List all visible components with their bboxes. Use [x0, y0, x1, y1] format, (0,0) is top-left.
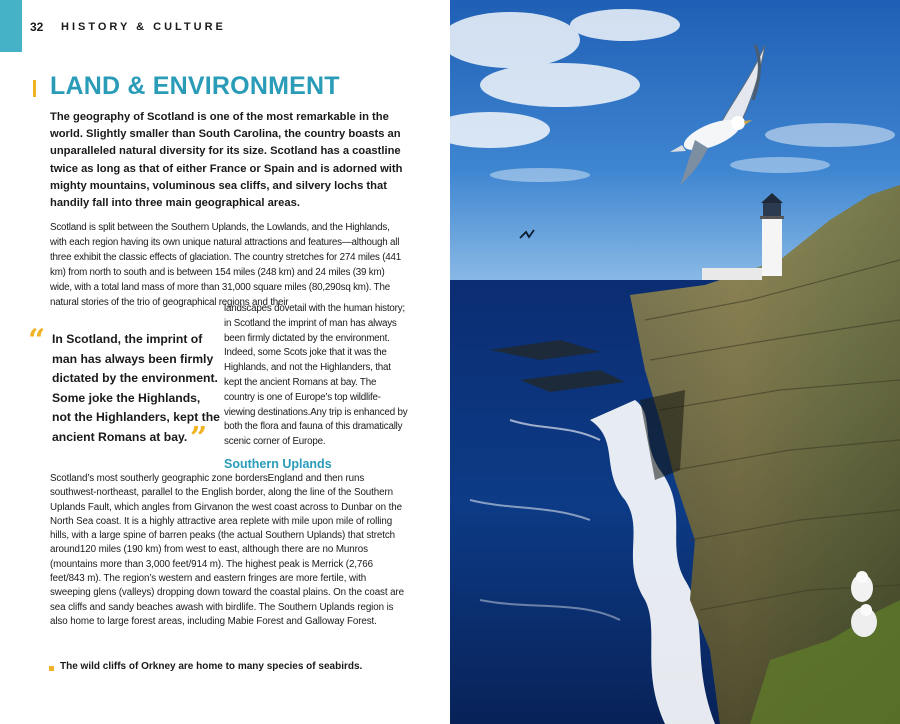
caption-bullet-icon: [49, 666, 54, 671]
article-title: LAND & ENVIRONMENT: [50, 72, 340, 100]
page-tab: [0, 0, 22, 52]
pull-quote: In Scotland, the imprint of man has always been firmly dictated by the environment. Some joke the Highlands, not the Highlanders, kept the ancient Romans at bay.: [52, 332, 220, 444]
running-head: HISTORY & CULTURE: [61, 21, 226, 33]
page-number: 32: [30, 20, 44, 34]
title-marker: [33, 80, 36, 97]
body-paragraph-1: Scotland is split between the Southern Uplands, the Lowlands, and the Highlands, with each region having its own unique natural attractions and features—although all three exhibit the classic effects of glaciation. The country stretches for 274 miles (441 km) from north to south and is between 154 miles (248 km) and 24 miles (39 km) wide, with a total land mass of more than 31,000 square miles (80,290sq km). The natural stories of the trio of geographical regions and their: [50, 222, 402, 309]
lead-paragraph: The geography of Scotland is one of the most remarkable in the world. Slightly smaller than South Carolina, the country boasts an unparalleled natural diversity for its size. Scotland has a coastline twice as long as that of either France or Spain and is adorned with mighty mountains, voluminous sea cliffs, and silvery lochs that handily fall into three main geographical areas.: [50, 111, 403, 210]
quote-close-icon: ”: [190, 421, 208, 456]
photo-caption: The wild cliffs of Orkney are home to many species of seabirds.: [60, 661, 363, 672]
cliff-photo: [450, 0, 900, 724]
body-paragraph-2: landscapes dovetail with the human history; in Scotland the imprint of man has always been firmly dictated by the environment. Indeed, some Scots joke that it was the Highlands, and not the Highlanders, that kept the ancient Romans at bay. The country is one of Europe’s top wildlife-viewing destinations.Any trip is enhanced by both the flora and fauna of this dramatically scenic corner of Europe.: [224, 303, 408, 448]
body-paragraph-3: Scotland’s most southerly geographic zone bordersEngland and then runs southwest-northeast, parallel to the English border, along the line of the Southern Uplands Fault, which angles from Girvanon the west coast across to Dunbar on the North Sea coast. It is a highly attractive area replete with mile upon mile of rolling hills, with a large spine of barren peaks (the actual Southern Uplands) that stretch around120 miles (190 km) from west to east, although there are no Munros (mountains more than 3,000 feet/914 m). The highest peak is Merrick (2,766 feet/843 m). The region’s western and eastern fringes are more fertile, with sweeping glens (valleys) dropping down toward the coastal plains. On the coast are sea cliffs and sandy beaches awash with birdlife. The Southern Uplands region is also home to large forest areas, including Mabie Forest and Galloway Forest.: [50, 473, 404, 627]
section-subhead: Southern Uplands: [224, 457, 332, 471]
quote-open-icon: “: [28, 323, 46, 358]
